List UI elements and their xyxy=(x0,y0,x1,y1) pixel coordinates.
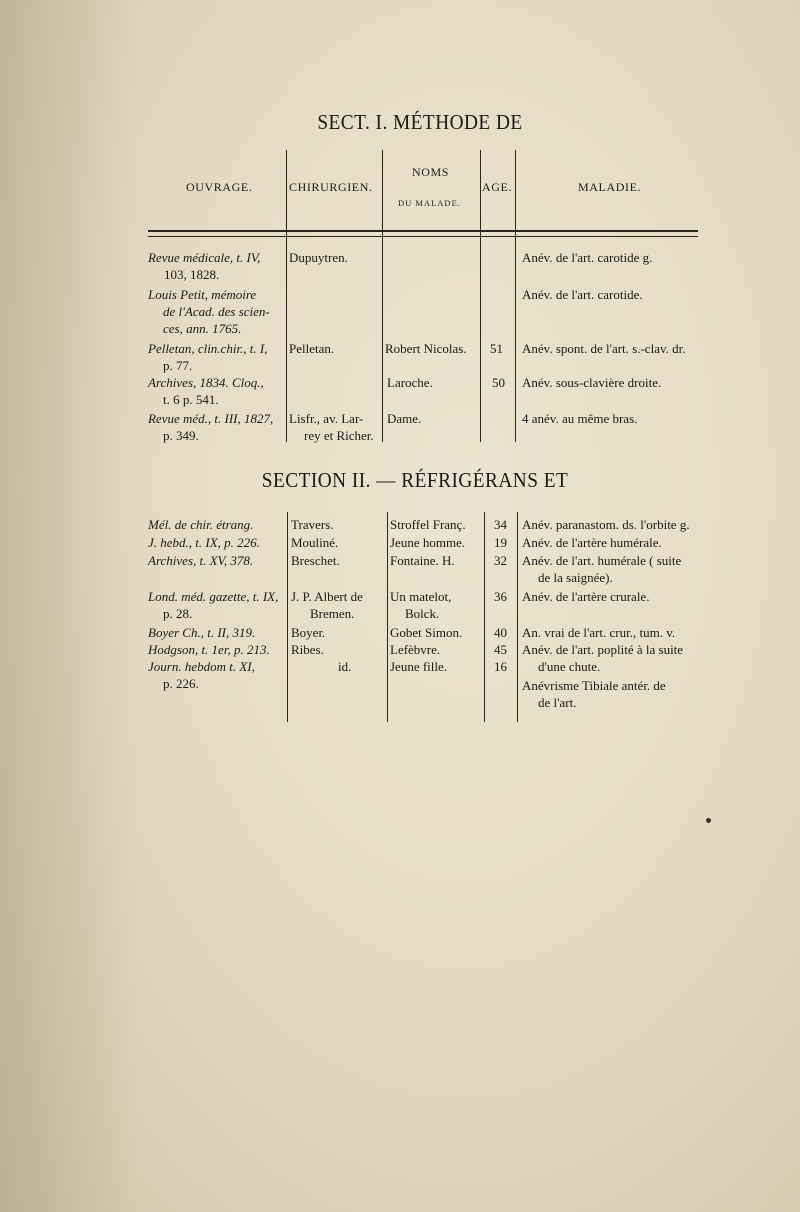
table-cell-age: 32 xyxy=(494,553,507,568)
table-cell-malade: Laroche. xyxy=(387,375,433,390)
table-cell-chirurgien: Pelletan. xyxy=(289,341,335,356)
column-rule xyxy=(387,512,388,722)
table-cell-age: 19 xyxy=(494,535,507,550)
table-cell-maladie: Anév. de l'art. carotide g. xyxy=(522,250,653,265)
table-cell-ouvrage: Revue médicale, t. IV, xyxy=(148,250,261,265)
table-cell-ouvrage: p. 349. xyxy=(163,428,199,443)
table-cell-ouvrage: Journ. hebdom t. XI, xyxy=(148,659,255,674)
header-chirurgien: CHIRURGIEN. xyxy=(289,180,373,194)
column-rule xyxy=(382,150,383,442)
table-cell-ouvrage: J. hebd., t. IX, p. 226. xyxy=(148,535,260,550)
table-cell-maladie: Anév. de l'art. carotide. xyxy=(522,287,643,302)
table-cell-chirurgien: Breschet. xyxy=(291,553,340,568)
table-cell-maladie: de la saignée). xyxy=(538,570,613,585)
table-cell-ouvrage: Mél. de chir. étrang. xyxy=(148,517,254,532)
table-cell-ouvrage: p. 28. xyxy=(163,606,193,621)
column-rule xyxy=(515,150,516,442)
table-cell-age: 34 xyxy=(494,517,507,532)
table-cell-maladie: Anév. spont. de l'art. s.-clav. dr. xyxy=(522,341,686,356)
table-cell-ouvrage: Louis Petit, mémoire xyxy=(148,287,257,302)
table-cell-chirurgien: rey et Richer. xyxy=(304,428,374,443)
table-cell-chirurgien: Boyer. xyxy=(291,625,326,640)
table-cell-malade: Bolck. xyxy=(405,606,440,621)
column-rule xyxy=(287,512,288,722)
table-cell-ouvrage: Boyer Ch., t. II, 319. xyxy=(148,625,256,640)
table-cell-ouvrage: Archives, t. XV, 378. xyxy=(148,553,254,568)
table-cell-malade: Un matelot, xyxy=(390,589,452,604)
column-rule xyxy=(286,150,287,442)
table-cell-age: 45 xyxy=(494,642,507,657)
table-cell-malade: Stroffel Franç. xyxy=(390,517,466,532)
table-cell-ouvrage: t. 6 p. 541. xyxy=(163,392,219,407)
table-cell-malade: Jeune homme. xyxy=(390,535,466,550)
table-cell-maladie: Anévrisme Tibiale antér. de xyxy=(522,678,666,693)
table-cell-age: 51 xyxy=(490,341,503,356)
section2-title: SECTION II. — RÉFRIGÉRANS ET xyxy=(261,468,569,492)
header-noms: NOMS xyxy=(412,165,450,179)
table-cell-maladie: Anév. de l'art. humérale ( suite xyxy=(522,553,682,568)
page-shadow xyxy=(0,0,140,1212)
table-cell-ouvrage: Pelletan, clin.chir., t. I, xyxy=(148,341,268,356)
table-cell-ouvrage: Revue méd., t. III, 1827, xyxy=(148,411,274,426)
table-cell-maladie: de l'art. xyxy=(538,695,577,710)
table-cell-malade: Dame. xyxy=(387,411,422,426)
table-cell-maladie: An. vrai de l'art. crur., tum. v. xyxy=(522,625,676,640)
header-ouvrage: OUVRAGE. xyxy=(186,180,253,194)
table-cell-maladie: Anév. de l'art. poplité à la suite xyxy=(522,642,684,657)
header-maladie: MALADIE. xyxy=(578,180,642,194)
table-cell-chirurgien: Bremen. xyxy=(310,606,355,621)
table-cell-maladie: Anév. sous-clavière droite. xyxy=(522,375,662,390)
table-cell-ouvrage: ces, ann. 1765. xyxy=(163,321,242,336)
table-cell-age: 40 xyxy=(494,625,507,640)
column-rule xyxy=(517,512,518,722)
header-rule-double-top xyxy=(148,230,698,232)
table-cell-ouvrage: p. 226. xyxy=(163,676,199,691)
table-cell-chirurgien: Travers. xyxy=(291,517,334,532)
table-cell-malade: Gobet Simon. xyxy=(390,625,463,640)
table-cell-ouvrage: Hodgson, t. 1er, p. 213. xyxy=(148,642,270,657)
table-cell-ouvrage: p. 77. xyxy=(163,358,193,373)
table-cell-maladie: 4 anév. au même bras. xyxy=(522,411,638,426)
table-cell-maladie: Anév. de l'artère crurale. xyxy=(522,589,650,604)
table-cell-ouvrage: 103, 1828. xyxy=(164,267,220,282)
table-cell-chirurgien: J. P. Albert de xyxy=(291,589,363,604)
table-cell-age: 16 xyxy=(494,659,507,674)
table-cell-chirurgien: Lisfr., av. Lar- xyxy=(289,411,364,426)
ink-spot xyxy=(706,818,711,823)
table-cell-ouvrage: Archives, 1834. Cloq., xyxy=(148,375,264,390)
table-cell-maladie: d'une chute. xyxy=(538,659,601,674)
table-cell-malade: Robert Nicolas. xyxy=(385,341,467,356)
header-rule-double-bottom xyxy=(148,236,698,237)
header-du-malade: DU MALADE. xyxy=(398,198,461,208)
column-rule xyxy=(484,512,485,722)
table-cell-chirurgien: id. xyxy=(338,659,352,674)
section1-title: SECT. I. MÉTHODE DE xyxy=(317,110,523,134)
table-cell-malade: Fontaine. H. xyxy=(390,553,455,568)
column-rule xyxy=(480,150,481,442)
table-cell-chirurgien: Mouliné. xyxy=(291,535,339,550)
table-cell-age: 36 xyxy=(494,589,507,604)
table-cell-maladie: Anév. paranastom. ds. l'orbite g. xyxy=(522,517,690,532)
table-cell-age: 50 xyxy=(492,375,505,390)
table-cell-maladie: Anév. de l'artère humérale. xyxy=(522,535,662,550)
table-cell-malade: Lefèbvre. xyxy=(390,642,441,657)
table-cell-chirurgien: Ribes. xyxy=(291,642,324,657)
table-cell-malade: Jeune fille. xyxy=(390,659,448,674)
table-cell-chirurgien: Dupuytren. xyxy=(289,250,348,265)
table-cell-ouvrage: de l'Acad. des scien- xyxy=(163,304,270,319)
table-cell-ouvrage: Lond. méd. gazette, t. IX, xyxy=(148,589,279,604)
header-age: AGE. xyxy=(482,180,513,194)
